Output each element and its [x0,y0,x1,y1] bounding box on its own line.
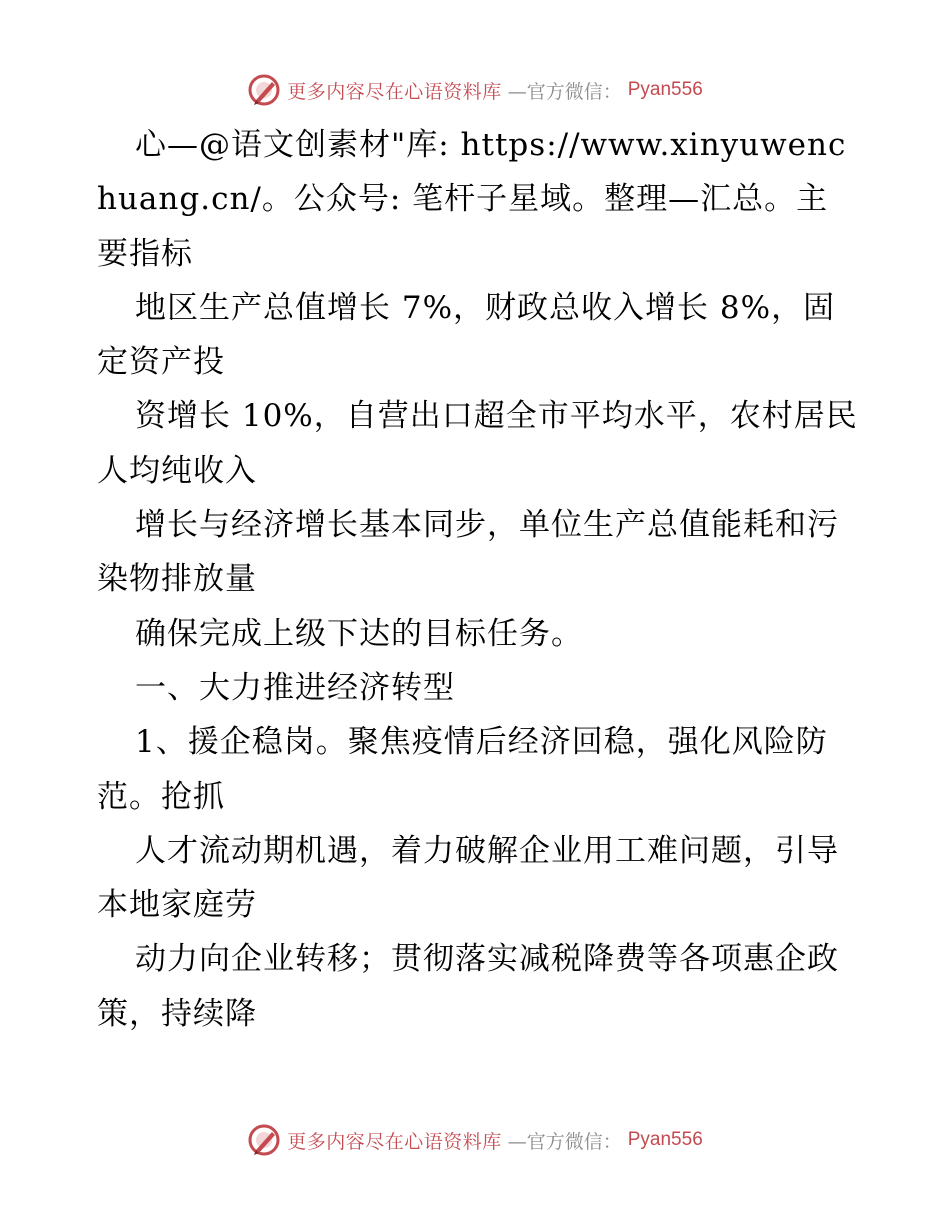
paragraph-8: 人才流动期机遇，着力破解企业用工难问题，引导本地家庭劳 [97,832,839,924]
paragraph-4: 增长与经济增长基本同步，单位生产总值能耗和污染物排放量 [97,507,839,598]
paragraph-1: 心—@语文创素材"库: https://www.xinyuwenchuang.cn/。公众号: 笔杆子星域。整理—汇总。主要指标 [97,127,847,272]
footer-banner [0,1120,950,1160]
pen-logo-icon [247,1123,281,1157]
document-body [97,118,859,1041]
footer-brand-text: 更多内容尽在心语资料库 [287,1130,502,1153]
paragraph-9: 动力向企业转移；贯彻落实减税降费等各项惠企政策，持续降 [97,941,839,1032]
paragraph-7: 1、援企稳岗。聚焦疫情后经济回稳，强化风险防范。抢抓 [97,724,828,815]
paragraph-2: 地区生产总值增长 7%，财政总收入增长 8%，固定资产投 [97,289,836,381]
footer-wechat-id: Pyan556 [627,1129,703,1150]
header-brand-text: 更多内容尽在心语资料库 [287,80,502,103]
paragraph-5: 确保完成上级下达的目标任务。 [135,615,583,652]
header-wechat-id: Pyan556 [627,79,703,100]
footer-wechat-label: —官方微信： [507,1130,622,1153]
header-banner [0,70,950,110]
section-heading: 一、大力推进经济转型 [135,669,455,706]
pen-logo-icon [247,73,281,107]
header-wechat-label: —官方微信： [507,80,622,103]
paragraph-3: 资增长 10%，自营出口超全市平均水平，农村居民人均纯收入 [97,398,858,489]
